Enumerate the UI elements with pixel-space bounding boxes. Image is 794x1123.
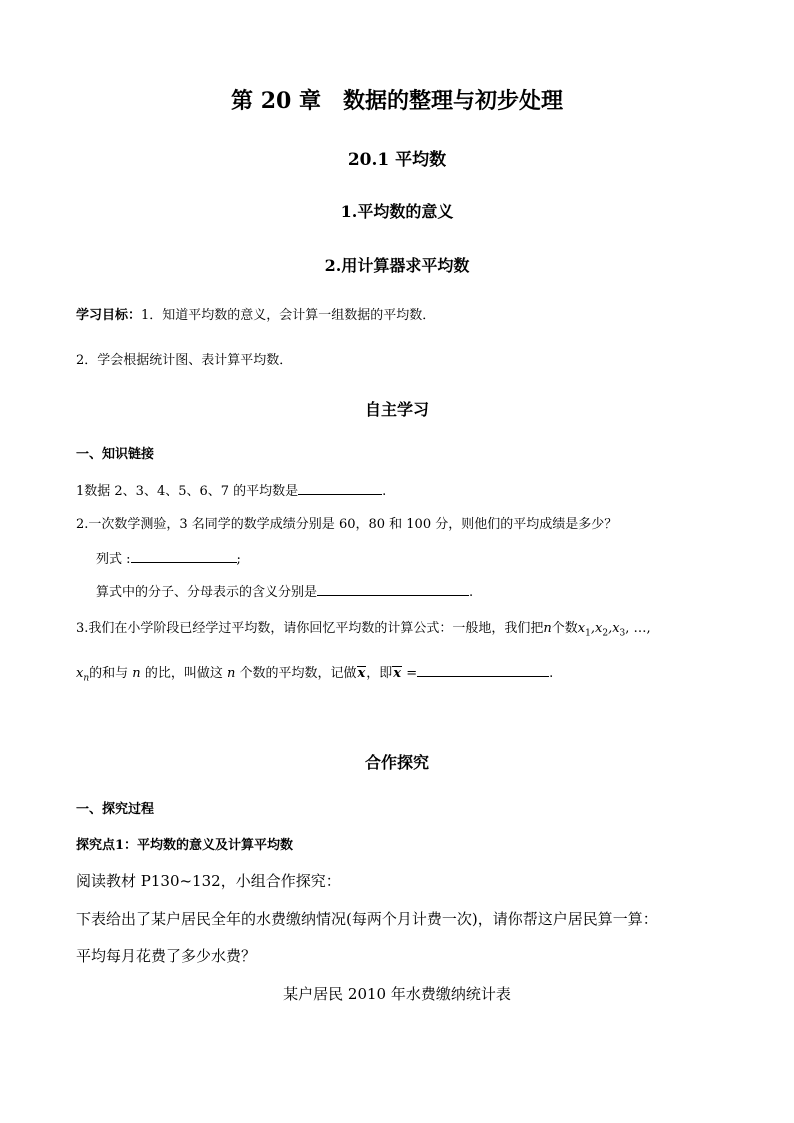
q3-xn-sub: n bbox=[83, 673, 90, 684]
q3-text-a: 3.我们在小学阶段已经学过平均数，请你回忆平均数的计算公式：一般地，我们把 bbox=[76, 621, 544, 636]
q3-n: n bbox=[543, 621, 552, 636]
q3-xbar: x bbox=[357, 666, 366, 681]
formula-blank[interactable] bbox=[131, 548, 237, 563]
learning-goals-sep: ： bbox=[128, 308, 142, 323]
q3-text-f: ，即 bbox=[366, 666, 393, 681]
q3-text-b: 个数 bbox=[551, 621, 578, 636]
task-description: 下表给出了某户居民全年的水费缴纳情况(每两个月计费一次)，请你帮这户居民算一算： bbox=[76, 910, 658, 928]
question-2: 2.一次数学测验，3 名同学的数学成绩分别是 60，80 和 100 分，则他们的平均成绩是多少？ bbox=[76, 517, 618, 532]
fraction-blank[interactable] bbox=[317, 581, 469, 596]
q3-text-c: 的和与 bbox=[89, 666, 129, 681]
q3-x: x bbox=[577, 621, 586, 636]
self-study-heading: 自主学习 bbox=[364, 400, 429, 419]
learning-goals-line1 bbox=[76, 304, 435, 323]
q3-n3: n bbox=[226, 666, 236, 681]
formula-label: 列式 : bbox=[96, 552, 131, 567]
subsection-title-1: 1.平均数的意义 bbox=[340, 202, 454, 221]
knowledge-link-heading: 一、知识链接 bbox=[76, 447, 155, 462]
cooperative-inquiry-heading: 合作探究 bbox=[364, 753, 429, 772]
subsection-title-2: 2.用计算器求平均数 bbox=[324, 256, 470, 275]
question-1 bbox=[76, 480, 386, 499]
reading-instruction: 阅读教材 P130~132，小组合作探究： bbox=[76, 872, 341, 890]
question-3-line2 bbox=[76, 662, 553, 684]
fraction-end: . bbox=[469, 585, 474, 600]
question-1-blank[interactable] bbox=[298, 480, 382, 495]
learning-goals-label: 学习目标 bbox=[76, 308, 129, 323]
inquiry-process-heading: 一、探究过程 bbox=[76, 802, 155, 817]
q3-xbar-2: x bbox=[393, 666, 402, 681]
q3-sub2: 2 bbox=[602, 628, 609, 639]
question-3-line1 bbox=[76, 617, 651, 639]
q3-sub1: 1 bbox=[585, 628, 591, 639]
q3-tail: , …, bbox=[625, 621, 651, 636]
mean-formula-blank[interactable] bbox=[417, 662, 549, 677]
task-question: 平均每月花费了多少水费？ bbox=[76, 947, 257, 965]
q3-text-e: 个数的平均数，记做 bbox=[239, 666, 357, 681]
question-1-text: 1数据 2、3、4、5、6、7 的平均数是 bbox=[76, 484, 299, 499]
learning-goal-1: 1．知道平均数的意义，会计算一组数据的平均数． bbox=[141, 308, 436, 323]
q3-x3: ,x bbox=[608, 621, 620, 636]
question-1-end: . bbox=[382, 484, 387, 499]
section-title: 20.1 平均数 bbox=[347, 150, 447, 170]
q3-text-d: 的比，叫做这 bbox=[144, 666, 223, 681]
q3-sub3: 3 bbox=[619, 628, 626, 639]
q3-xn: x bbox=[76, 666, 84, 681]
q3-end: . bbox=[549, 666, 554, 681]
q3-x2: ,x bbox=[590, 621, 603, 636]
formula-end: ; bbox=[236, 552, 241, 567]
chapter-title: 第 20 章 数据的整理与初步处理 bbox=[231, 88, 563, 114]
question-2-fraction bbox=[96, 581, 473, 600]
q3-n2: n bbox=[132, 666, 141, 681]
inquiry-point-1: 探究点1：平均数的意义及计算平均数 bbox=[76, 838, 294, 853]
table-title: 某户居民 2010 年水费缴纳统计表 bbox=[283, 985, 511, 1003]
fraction-label: 算式中的分子、分母表示的含义分别是 bbox=[96, 585, 318, 600]
learning-goal-2: 2．学会根据统计图、表计算平均数． bbox=[76, 353, 293, 368]
question-2-formula bbox=[96, 548, 241, 567]
q3-eq: = bbox=[406, 666, 418, 681]
